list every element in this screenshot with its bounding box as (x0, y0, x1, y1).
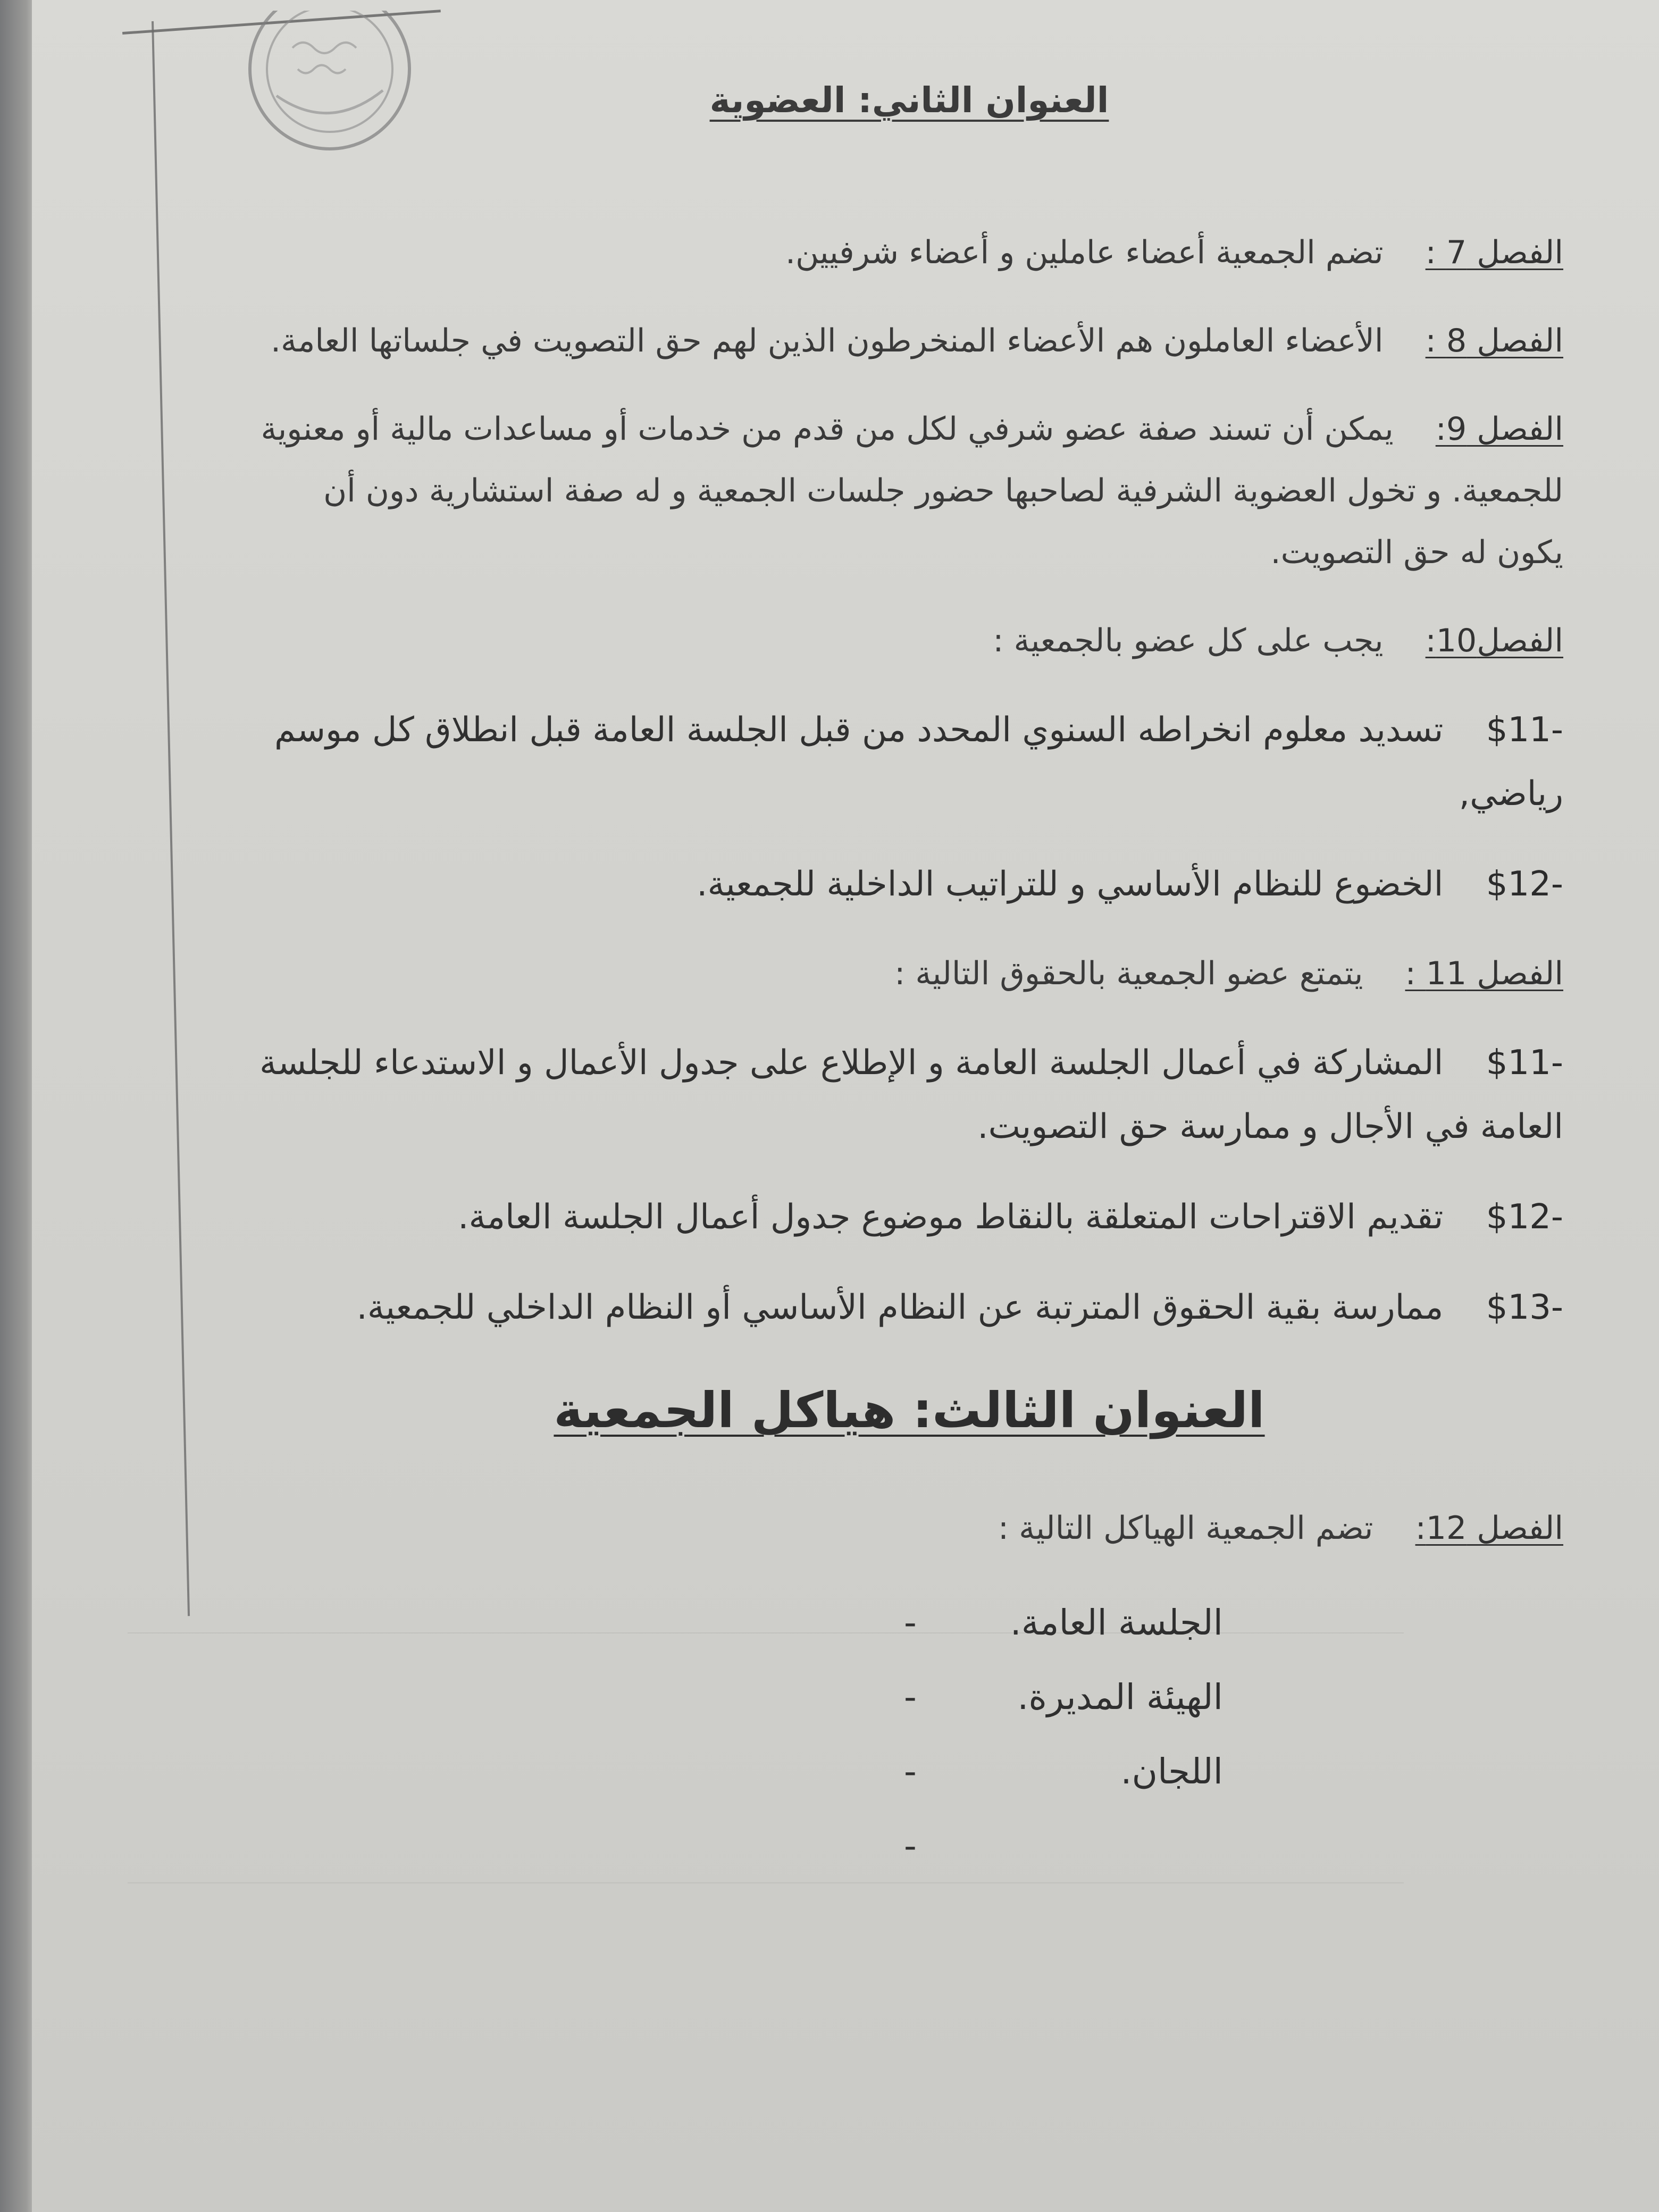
article-11-item (255, 1185, 1563, 1249)
article-9 (255, 398, 1563, 583)
article-10-text: يجب على كل عضو بالجمعية : (993, 622, 1384, 659)
article-10 (255, 610, 1563, 672)
article-8 (255, 310, 1563, 372)
item-text: تقديم الاقتراحات المتعلقة بالنقاط موضوع جدول أعمال الجلسة العامة. (458, 1197, 1444, 1237)
article-12-text: تضم الجمعية الهياكل التالية : (998, 1510, 1373, 1547)
article-8-text: الأعضاء العاملون هم الأعضاء المنخرطون الذين لهم حق التصويت في جلساتها العامة. (270, 322, 1384, 359)
article-10-label: الفصل10: (1425, 622, 1563, 659)
article-11-item (255, 1276, 1563, 1339)
article-10-item (255, 852, 1563, 916)
article-7-text: تضم الجمعية أعضاء عاملين و أعضاء شرفيين. (785, 234, 1384, 271)
structure-text: اللجان. (1120, 1751, 1223, 1792)
item-text: الخضوع للنظام الأساسي و للتراتيب الداخلية للجمعية. (697, 865, 1444, 904)
item-number: $11- (1486, 710, 1563, 750)
list-dash: - (904, 1677, 917, 1717)
document-page (32, 0, 1659, 2212)
list-dash: - (904, 1751, 917, 1792)
structure-item (904, 1660, 1223, 1735)
item-number: $11- (1486, 1043, 1563, 1083)
item-text: ممارسة بقية الحقوق المترتبة عن النظام الأساسي أو النظام الداخلي للجمعية. (356, 1288, 1444, 1327)
article-9-label: الفصل 9: (1435, 410, 1563, 448)
article-7 (255, 222, 1563, 283)
structure-item (904, 1735, 1223, 1809)
article-12 (255, 1497, 1563, 1559)
heading-structures: العنوان الثالث: هياكل الجمعية (554, 1382, 1265, 1439)
article-9-text: يمكن أن تسند صفة عضو شرفي لكل من قدم من خدمات أو مساعدات مالية أو معنوية للجمعية. و تخول العضوية الشرفية لصاحبها حضور جلسات الجمعية و له صفة استشارية دون أن يكون له حق التصويت. (261, 410, 1563, 571)
article-11 (255, 943, 1563, 1004)
margin-line (152, 21, 190, 1616)
item-number: $12- (1486, 1197, 1563, 1237)
item-text: المشاركة في أعمال الجلسة العامة و الإطلاع على جدول الأعمال و الاستدعاء للجلسة العامة في الأجال و ممارسة حق التصويت. (259, 1043, 1563, 1146)
document-body (255, 80, 1563, 1883)
list-dash: - (904, 1602, 917, 1643)
item-number: $13- (1486, 1288, 1563, 1327)
list-dash: - (904, 1825, 917, 1866)
article-7-label: الفصل 7 : (1425, 234, 1563, 271)
structure-item (904, 1586, 1223, 1660)
item-number: $12- (1486, 865, 1563, 904)
structure-item (904, 1809, 1223, 1883)
item-text: تسديد معلوم انخراطه السنوي المحدد من قبل الجلسة العامة قبل انطلاق كل موسم رياضي, (274, 710, 1563, 814)
heading-membership: العنوان الثاني: العضوية (709, 80, 1109, 121)
article-10-item (255, 698, 1563, 826)
article-12-label: الفصل 12: (1415, 1510, 1563, 1547)
structure-text: الهيئة المديرة. (1017, 1677, 1223, 1717)
structures-list (904, 1586, 1223, 1883)
article-8-label: الفصل 8 : (1425, 322, 1563, 359)
article-11-text: يتمتع عضو الجمعية بالحقوق التالية : (894, 955, 1363, 992)
article-11-item (255, 1031, 1563, 1159)
structure-text: الجلسة العامة. (1010, 1602, 1223, 1643)
article-11-label: الفصل 11 : (1405, 955, 1563, 992)
